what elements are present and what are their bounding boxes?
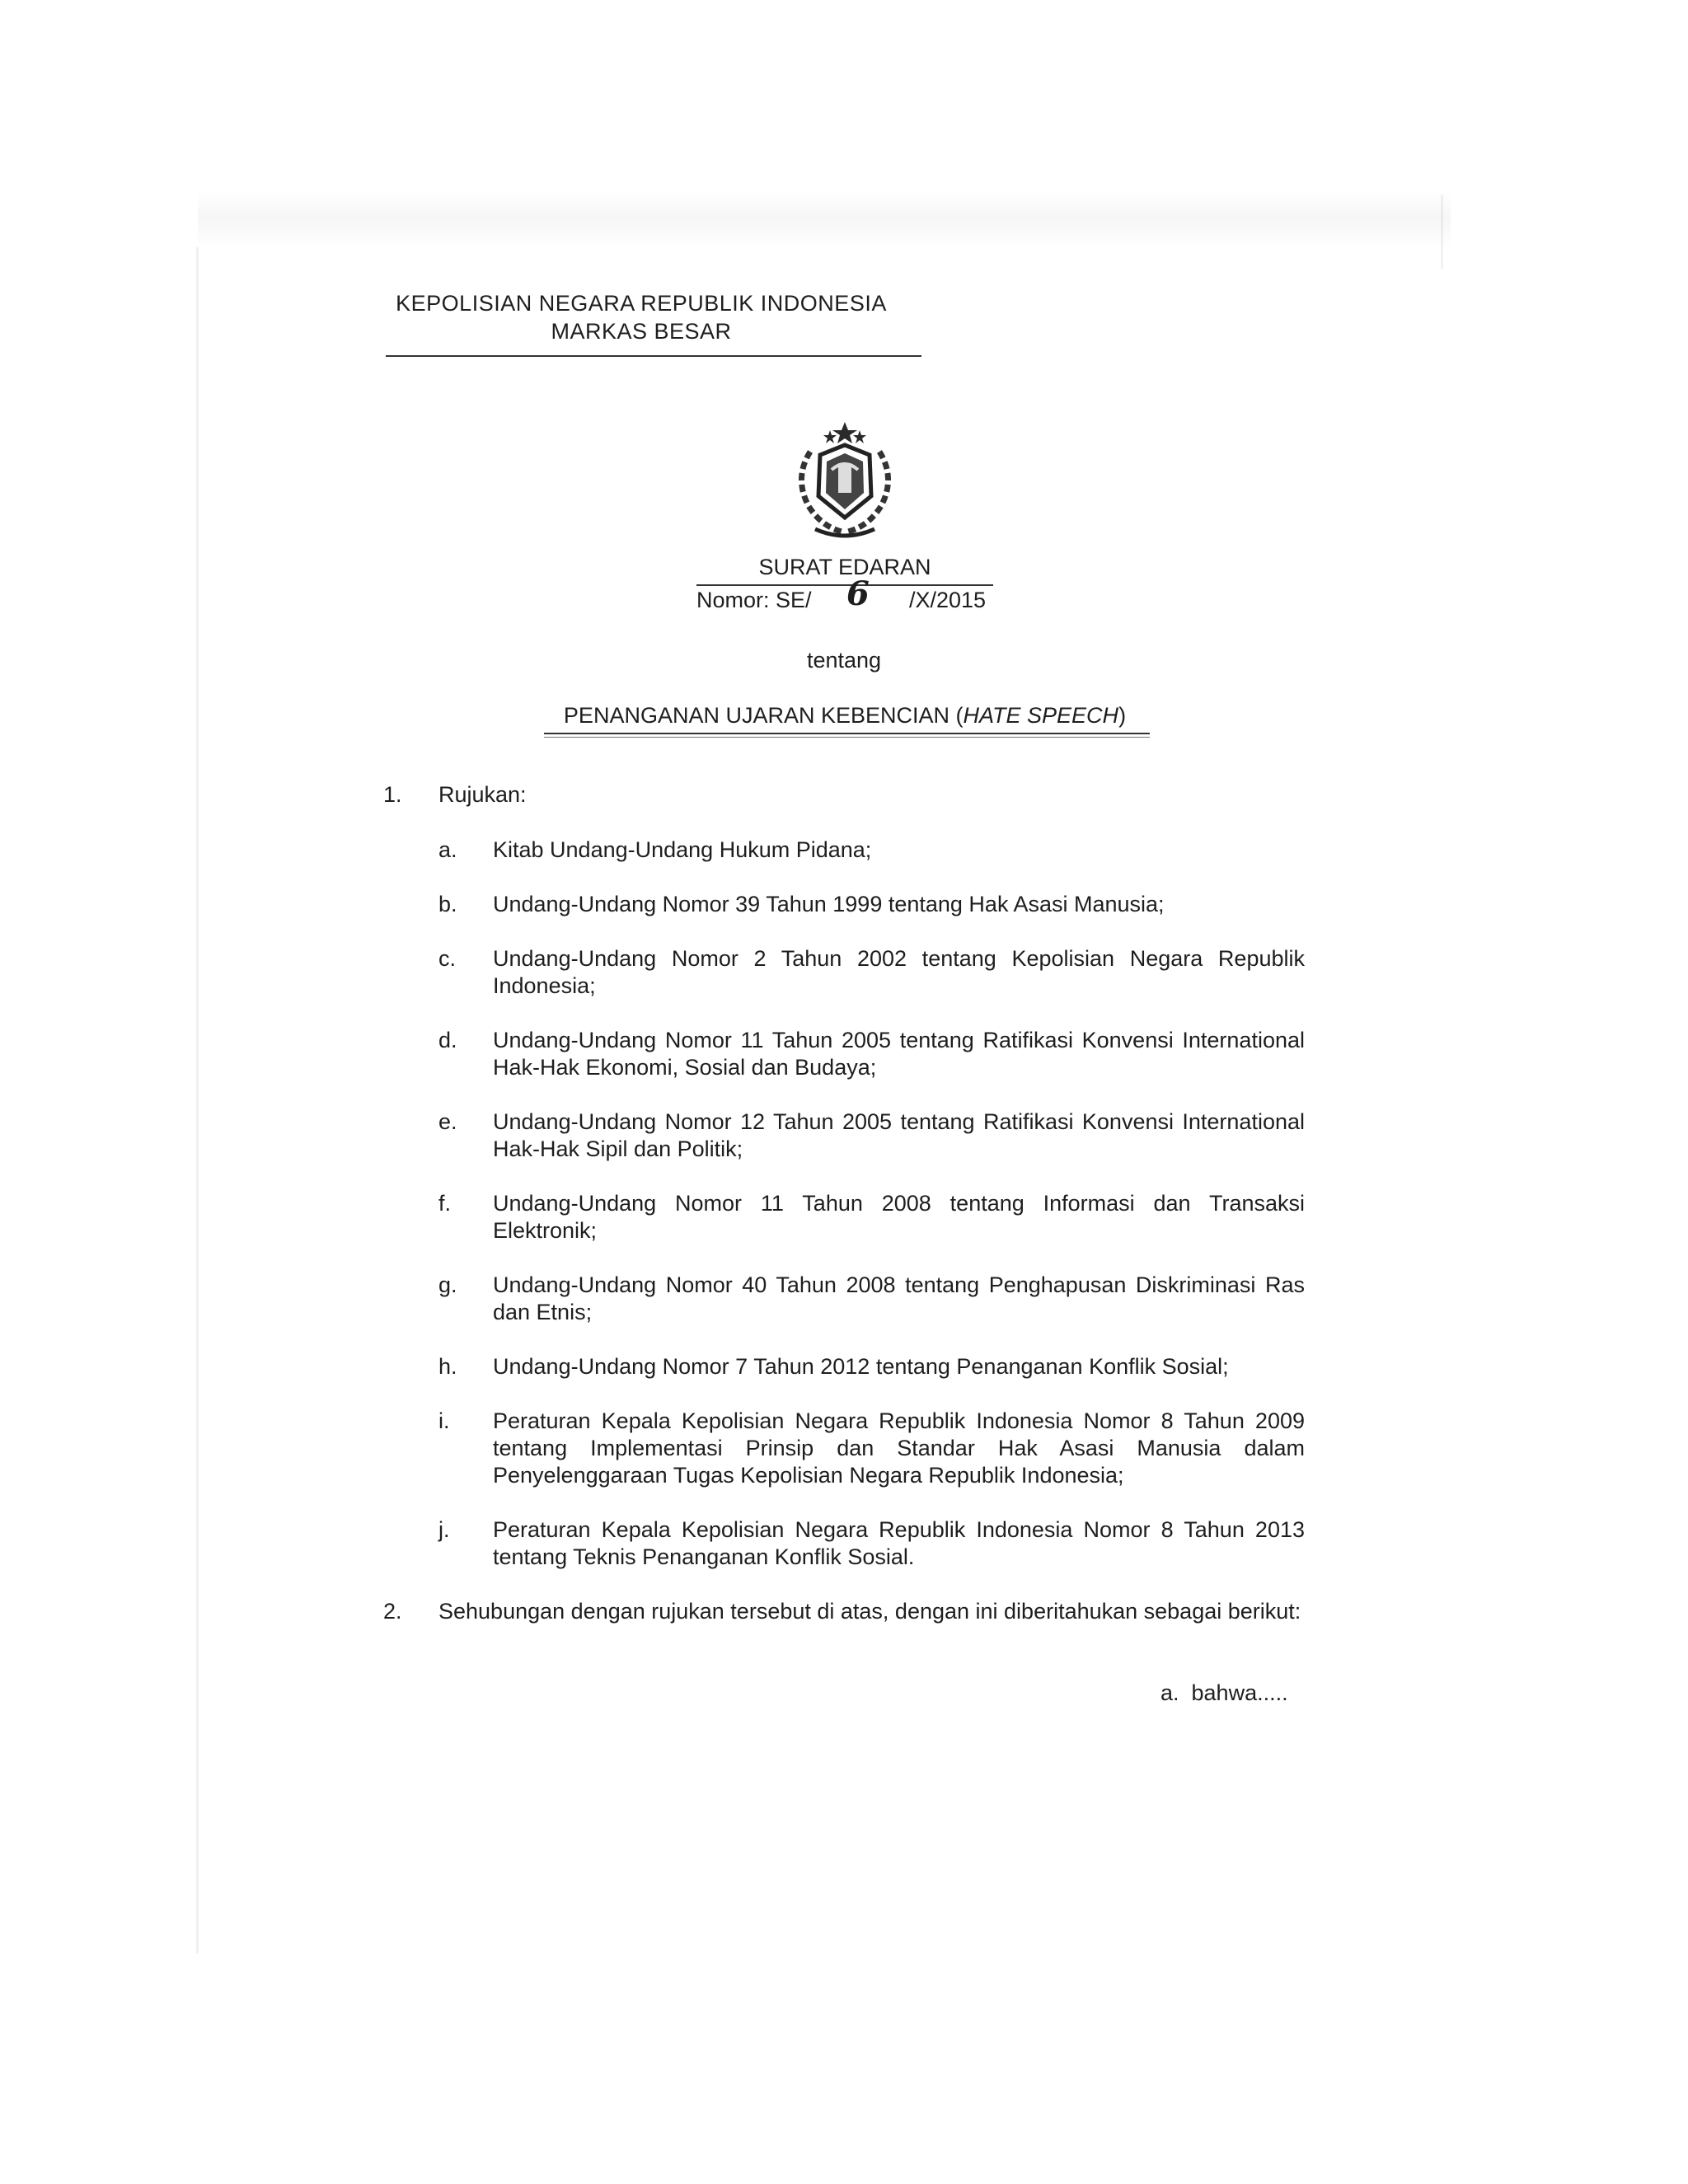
number-prefix: Nomor: SE/ <box>696 588 812 612</box>
list-item-letter: d. <box>438 1028 457 1052</box>
circular-number <box>696 574 1001 620</box>
list-item-letter: f. <box>438 1191 452 1216</box>
list-item: Undang-Undang Nomor 40 Tahun 2008 tentang Penghapusan Diskriminasi Ras dan Etnis; <box>493 1272 1305 1324</box>
list-item: Undang-Undang Nomor 39 Tahun 1999 tentang Hak Asasi Manusia; <box>493 892 1165 916</box>
institution-name: KEPOLISIAN NEGARA REPUBLIK INDONESIA <box>396 291 887 316</box>
handwritten-number: 6 <box>846 574 870 613</box>
number-suffix: /X/2015 <box>909 588 987 612</box>
list-item: Peraturan Kepala Kepolisian Negara Republik Indonesia Nomor 8 Tahun 2013 tentang Teknis Penanganan Konflik Sosial. <box>493 1517 1305 1569</box>
section-1-number: 1. <box>383 782 402 807</box>
list-item-letter: e. <box>438 1109 457 1134</box>
subject <box>511 702 1179 729</box>
list-item-letter: h. <box>438 1354 457 1379</box>
scan-edge-left <box>196 247 199 1953</box>
list-item: Undang-Undang Nomor 2 Tahun 2002 tentang Kepolisian Negara Republik Indonesia; <box>493 946 1305 998</box>
title-rule <box>696 584 993 586</box>
list-item: Undang-Undang Nomor 11 Tahun 2005 tentang Ratifikasi Konvensi International Hak-Hak Ekonomi, Sosial dan Budaya; <box>493 1028 1305 1080</box>
subject-rule <box>544 733 1150 738</box>
continuation-marker: a. bahwa..... <box>1160 1680 1288 1705</box>
list-item: Undang-Undang Nomor 11 Tahun 2008 tentang Informasi dan Transaksi Elektronik; <box>493 1191 1305 1243</box>
tentang-label: tentang <box>806 648 882 673</box>
scan-shadow-band <box>198 191 1451 249</box>
list-item: Kitab Undang-Undang Hukum Pidana; <box>493 837 872 862</box>
section-1-heading: Rujukan: <box>438 782 527 807</box>
section-2-text: Sehubungan dengan rujukan tersebut di atas, dengan ini diberitahukan sebagai berikut: <box>438 1599 1301 1624</box>
list-item-letter: b. <box>438 892 457 916</box>
list-item-letter: j. <box>438 1517 450 1542</box>
list-item-letter: c. <box>438 946 457 971</box>
subject-main: PENANGANAN UJARAN KEBENCIAN ( <box>563 703 964 728</box>
list-item: Undang-Undang Nomor 12 Tahun 2005 tentang Ratifikasi Konvensi International Hak-Hak Sipil dan Politik; <box>493 1109 1305 1161</box>
letterhead-rule <box>386 355 921 357</box>
subject-close: ) <box>1118 703 1127 728</box>
scan-edge-right <box>1441 194 1443 269</box>
list-item: Peraturan Kepala Kepolisian Negara Republik Indonesia Nomor 8 Tahun 2009 tentang Implementasi Prinsip dan Standar Hak Asasi Manusia dalam Penyelenggaraan Tugas Kepolisian Negara Republik Indonesia; <box>493 1408 1305 1488</box>
office-name: MARKAS BESAR <box>551 319 732 344</box>
circular-title: SURAT EDARAN <box>758 555 931 579</box>
polri-emblem-icon <box>779 420 911 544</box>
subject-italic: HATE SPEECH <box>963 703 1119 728</box>
list-item: Undang-Undang Nomor 7 Tahun 2012 tentang Penanganan Konflik Sosial; <box>493 1354 1229 1379</box>
list-item-letter: g. <box>438 1272 457 1297</box>
list-item-letter: a. <box>438 837 457 862</box>
list-item-letter: i. <box>438 1408 450 1433</box>
section-2-number: 2. <box>383 1599 402 1624</box>
